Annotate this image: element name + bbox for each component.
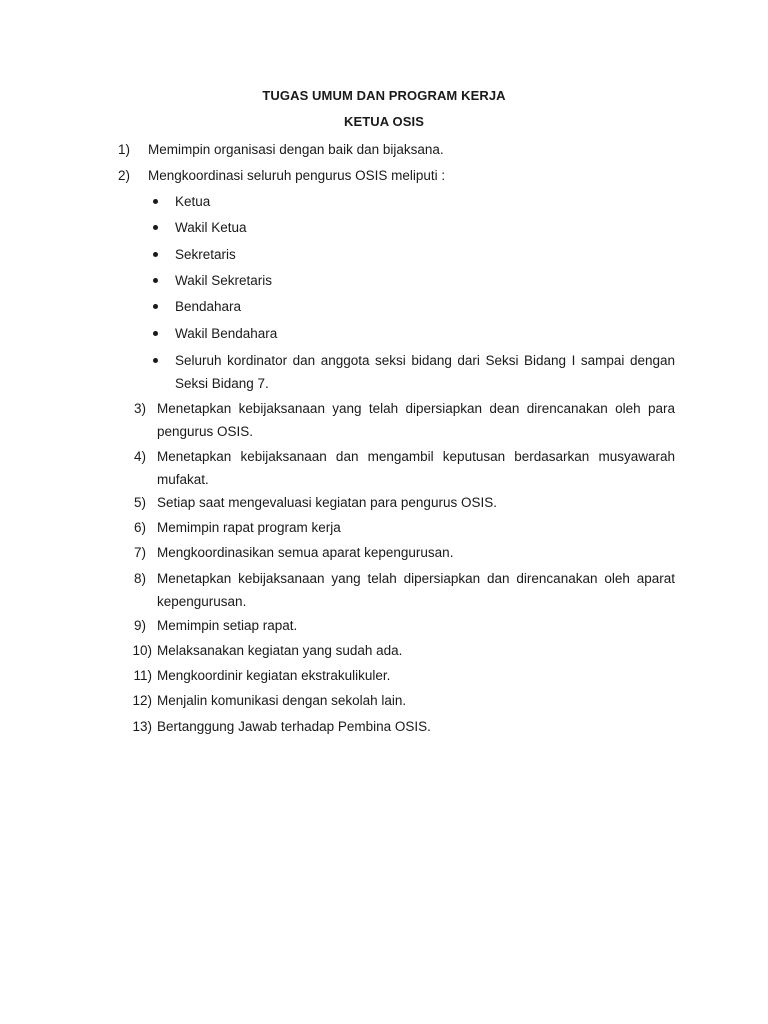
item-text: Menetapkan kebijaksanaan yang telah dipersiapkan dan direncanakan oleh aparat kepengurusan. <box>157 571 675 609</box>
item-text: Mengkoordinasi seluruh pengurus OSIS meliputi : <box>148 168 446 183</box>
item-text: Bertanggung Jawab terhadap Pembina OSIS. <box>157 719 431 734</box>
bullet-text: Wakil Bendahara <box>175 326 278 341</box>
bullet-text: Wakil Sekretaris <box>175 273 273 288</box>
item-number: 10) <box>132 643 152 658</box>
bullet-text: Wakil Ketua <box>175 220 247 235</box>
item-number: 11) <box>133 668 152 683</box>
item-text: Menetapkan kebijaksanaan yang telah dipersiapkan dean direncanakan oleh para pengurus OSIS. <box>157 401 675 439</box>
bullet-text: Ketua <box>175 194 211 209</box>
item-text: Melaksanakan kegiatan yang sudah ada. <box>157 643 403 658</box>
item-number: 7) <box>133 545 146 560</box>
bullet-icon <box>153 199 158 204</box>
item-number: 8) <box>133 571 146 586</box>
bullet-icon <box>153 252 158 257</box>
item-text: Menetapkan kebijaksanaan dan mengambil keputusan berdasarkan musyawarah mufakat. <box>157 449 675 487</box>
item-text: Menjalin komunikasi dengan sekolah lain. <box>157 693 407 708</box>
bullet-icon <box>153 225 158 230</box>
document-subtitle: KETUA OSIS <box>344 114 424 129</box>
bullet-icon <box>153 358 158 363</box>
bullet-icon <box>153 278 158 283</box>
bullet-icon <box>153 304 158 309</box>
bullet-icon <box>153 331 158 336</box>
item-number: 6) <box>133 520 146 535</box>
item-number: 2) <box>118 168 131 183</box>
bullet-text: Sekretaris <box>175 247 236 262</box>
item-text: Mengkoordinasikan semua aparat kepengurusan. <box>157 545 454 560</box>
bullet-text: Seluruh kordinator dan anggota seksi bidang dari Seksi Bidang I sampai dengan Seksi Bidang 7. <box>175 353 675 391</box>
document-title: TUGAS UMUM DAN PROGRAM KERJA <box>262 88 506 103</box>
item-number: 3) <box>133 401 146 416</box>
item-text: Mengkoordinir kegiatan ekstrakulikuler. <box>157 668 391 683</box>
item-number: 5) <box>133 495 146 510</box>
item-number: 4) <box>133 449 146 464</box>
item-number: 13) <box>132 719 152 734</box>
item-number: 1) <box>118 142 131 157</box>
item-text: Setiap saat mengevaluasi kegiatan para pengurus OSIS. <box>157 495 497 510</box>
item-number: 9) <box>133 618 146 633</box>
item-number: 12) <box>132 693 152 708</box>
item-text: Memimpin organisasi dengan baik dan bijaksana. <box>148 142 444 157</box>
item-text: Memimpin rapat program kerja <box>157 520 341 535</box>
bullet-text: Bendahara <box>175 299 242 314</box>
item-text: Memimpin setiap rapat. <box>157 618 298 633</box>
